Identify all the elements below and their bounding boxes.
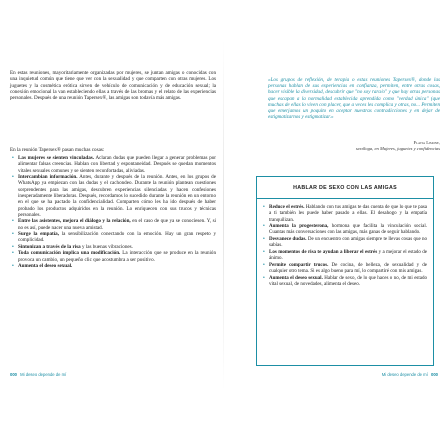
bullet-icon: • [263,205,265,210]
running-title: Mi deseo depende de mí [20,372,67,377]
bullet-icon: • [12,174,14,181]
bullet-icon: • [12,218,14,225]
list-item: • Aumenta la progesterona, hormona que facilita la vinculación social. Cuantas más conversaciones con las amigas, más ganas de seguir hablando. [263,224,428,236]
quote-source: sexóloga, en Mujeres, juguetes y confidencias [355,146,440,151]
pull-quote: «Los grupos de reflexión, de terapia o estas reuniones Tapersex®, donde las personas hablan de sus experiencias en confianza, permiten, entre otras cosas, hacer visible la diversidad, descubrir que "no soy rara/o" y que hay otras personas que escapan a la normalidad establecida aprendida como "verdad única" (que muchas de ellas lo viven con placer, que a veces les complica y otras, no... Permiten que emerjamos un poquito en aceptar nuestras contradicciones y en dejar de estigmatizarnos y estigmatizar.» [268,77,440,121]
reunion-bullet-list [12,155,216,270]
list-item: • Aumenta el deseo sexual. Hablar de sexo, de lo que haces o no, de mi estado vital sexual, de novedades, alimenta el deseo. [263,275,427,288]
list-item: • Intercambian información. Antes, durante y después de la reunión. Antes, en los grupos de WhatsApp ya empiezan con las dudas y el cachondeo. Durante la reunión plantean cuestiones sorprendentes para las amigas, descubren experiencias silenciadas y hacen confesiones inesperadamente liberadoras. Después, recordamos lo sucedido durante la reunión en un entorno en el que se ha pactado la confidencialidad. Comparten cómo les ha ido después de haber probado los productos adquiridos en la reunión. Lo enriquecen con sus trucos y técnicas personales. [12,174,216,218]
bullet-icon: • [263,224,265,230]
list-item: • Aumenta el deseo sexual. [12,263,73,270]
sidebar-box [256,176,434,366]
running-title: Mi deseo depende de mí [381,372,428,377]
intro-paragraph: En estas reuniones, mayoritariamente organizadas por mujeres, se juntan amigas o conocidas con una inquietud común que tiene que ver con la sexualidad y que comparten con otras mujeres. Los juguetes y la cosmética erótica sirven de vehículo de comunicación y de educación sexual; la conexión emocional la van estableciendo ellas a través de las bromas y el relato de las experiencias personales. Después de una reunión Tapersex®, las amigas son todavía más amigas. [10,70,216,102]
list-item: • Desvanece dudas. De un encuentro con amigas siempre te llevas cosas que no sabías. [263,237,427,249]
page-number: 000 [10,372,17,377]
list-item: • Las mujeres se sienten vinculadas. Aclaran dudas que pueden llegar a generar problemas por alimentar falsas creencias. Hablan con libertad y espontaneidad. Después se quedan momentos vitales sexuales comunes y se sienten reconfortadas, aliviadas. [12,155,216,174]
bullet-icon: • [263,249,265,255]
box-title: HABLAR DE SEXO CON LAS AMIGAS [257,177,433,199]
bullet-icon: • [12,263,14,270]
bullet-icon: • [263,275,265,281]
bullet-icon: • [12,231,14,238]
right-page-footer [382,372,438,377]
bullet-icon: • [12,250,14,257]
box-bullet-list [263,205,427,289]
bullet-icon: • [12,155,14,161]
list-lead: En la reunión Tapersex® pasan muchas cosas: [10,147,105,153]
list-item: • Reduce el estrés. Hablando con tus amigas te das cuenta de que lo que te pasa a ti también les puede haber pasado a ellas. El desahogo y la empatía tranquilizan. [263,205,427,223]
quote-author: Flavia Limone, [413,140,440,145]
bullet-icon: • [12,243,14,250]
list-item: • Los momentos de risa te ayudan a liberar el estrés y a mejorar el estado de ánimo. [263,249,427,262]
list-item: • Surge la empatía, la sensibilización conectando con la emoción. Hay un gran respeto y complicidad. [12,231,216,244]
left-page-footer [10,372,66,377]
list-item: • Permite compartir trucos. De cocina, de belleza, de sexualidad y de cualquier otro tema. Si es algo bueno para mí, lo compartiré con mis amigas. [263,262,427,275]
list-item: • Entre las asistentes, mejora el diálogo y la relación, en el caso de que ya se conociesen. Y, si no es así, puede nacer una nueva amistad. [12,218,217,231]
list-item: • Sintonizan a través de la risa y las buenas vibraciones. [12,243,133,250]
page-number: 000 [431,372,438,377]
bullet-icon: • [263,262,265,268]
bullet-icon: • [263,237,265,243]
list-item: • Toda comunicación implica una modificación. La interacción que se produce en la reunión provoca un cambio, un pequeño clic que acostumbra a ser positivo. [12,250,217,263]
